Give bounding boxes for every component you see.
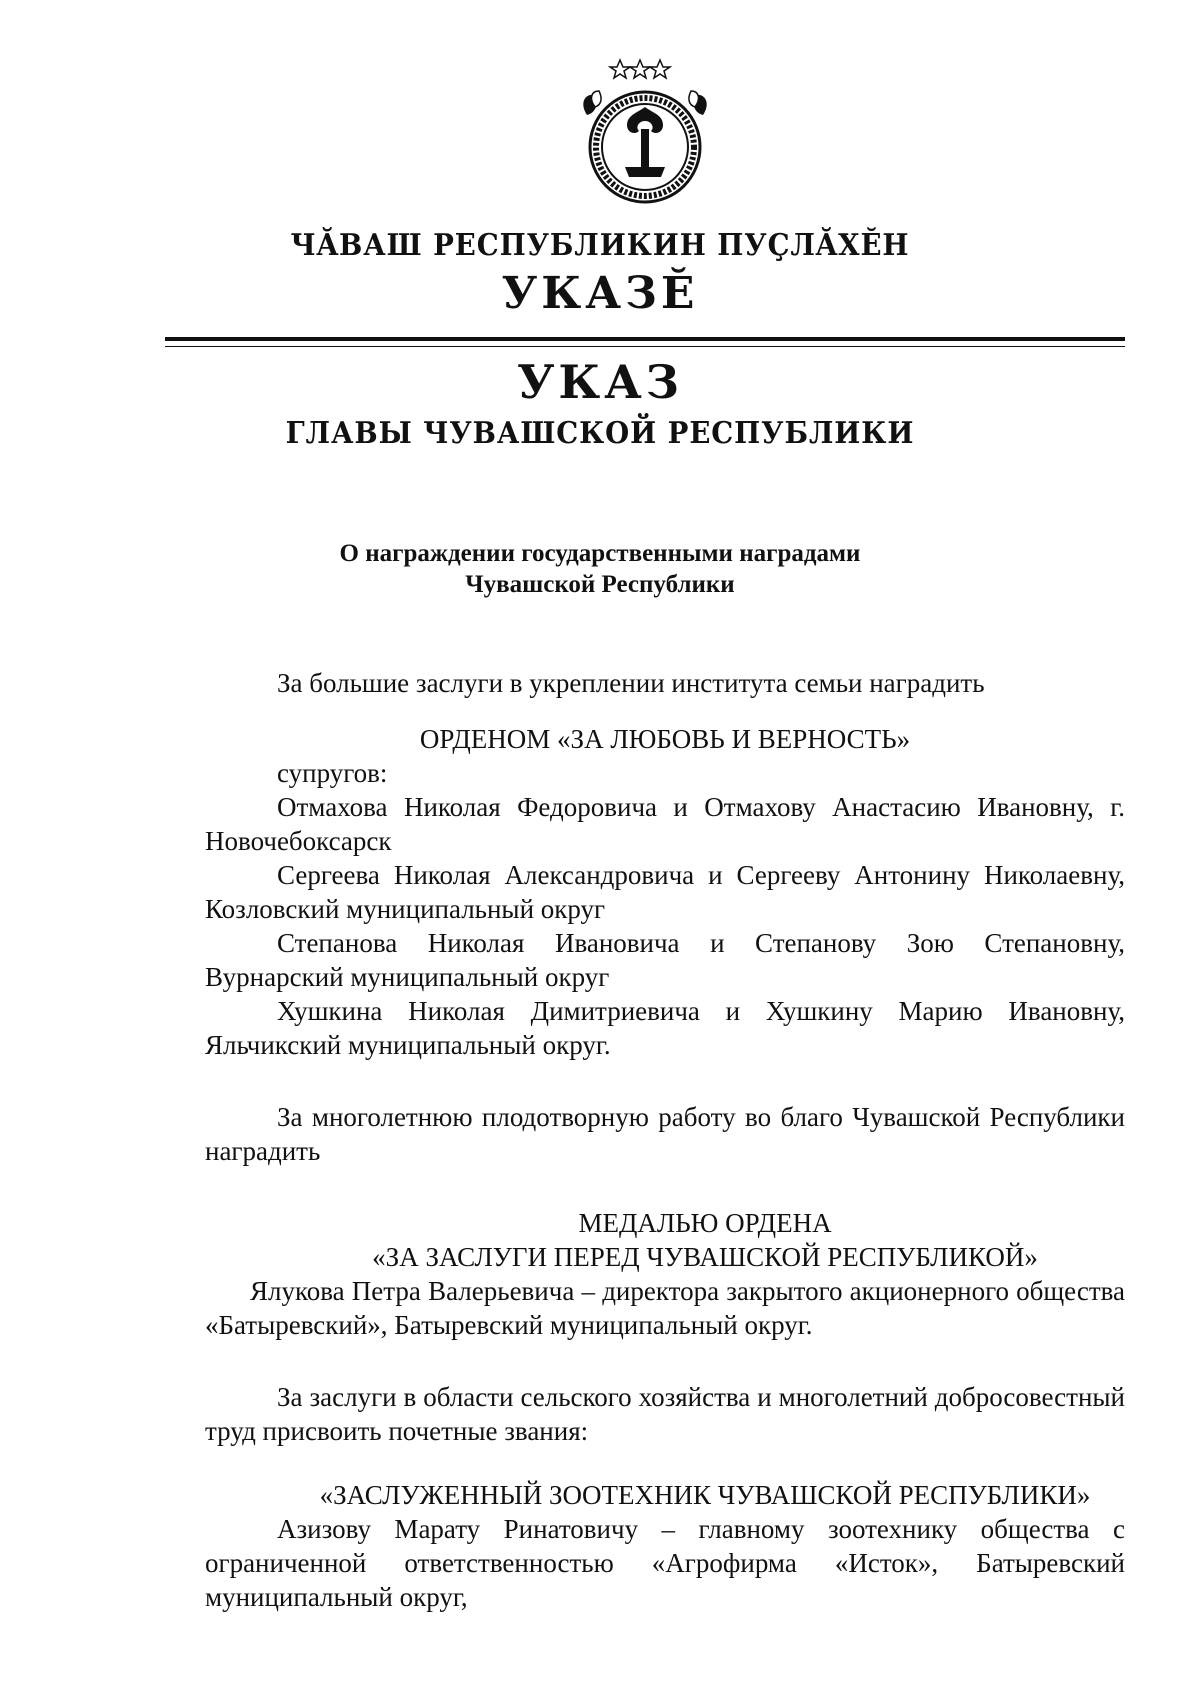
medal-award-line1: МЕДАЛЬЮ ОРДЕНА: [578, 1208, 832, 1238]
family-entry: Сергеева Николая Александровича и Сергееву Антонину Николаевну, Козловский муниципальный округ: [205, 860, 1125, 924]
header-divider: [165, 337, 1125, 341]
family-entry: Хушкина Николая Димитриевича и Хушкину Марию Ивановну, Яльчикский муниципальный округ.: [205, 996, 1125, 1060]
header-divider-thin: [165, 346, 1125, 347]
decree-title: [0, 538, 1200, 600]
medal-award-line2: «ЗА ЗАСЛУГИ ПЕРЕД ЧУВАШСКОЙ РЕСПУБЛИКОЙ»: [372, 1242, 1038, 1272]
decree-body: [205, 666, 1125, 1614]
family-entry: Степанова Николая Ивановича и Степанову Зою Степановну, Вурнарский муниципальный округ: [205, 928, 1125, 992]
family-award: ОРДЕНОМ «ЗА ЛЮБОВЬ И ВЕРНОСТЬ»: [419, 724, 911, 754]
medal-entry: Ялукова Петра Валерьевича – директора закрытого акционерного общества «Батыревский», Батыревский муниципальный округ.: [205, 1276, 1125, 1340]
titles-award: «ЗАСЛУЖЕННЫЙ ЗООТЕХНИК ЧУВАШСКОЙ РЕСПУБЛИКИ»: [319, 1480, 1091, 1510]
chuvash-emblem-icon: [565, 55, 725, 210]
titles-intro: За заслуги в области сельского хозяйства и многолетний добросовестный труд присвоить почетные звания:: [205, 1382, 1125, 1446]
spouses-label: супругов:: [277, 758, 388, 788]
decree-title-line1: О награждении государственными наградами: [339, 540, 861, 567]
medal-intro: За многолетнюю плодотворную работу во благо Чувашской Республики наградить: [205, 1102, 1125, 1166]
header-russian-line2: ГЛАВЫ ЧУВАШСКОЙ РЕСПУБЛИКИ: [285, 416, 915, 451]
decree-title-line2: Чувашской Республики: [465, 571, 735, 598]
family-intro: За большие заслуги в укреплении института семьи наградить: [277, 668, 985, 698]
titles-entry: Азизову Марату Ринатовичу – главному зоотехнику общества с ограниченной ответственностью «Агрофирма «Исток», Батыревский муниципальный округ,: [205, 1514, 1125, 1612]
header-chuvash-line1: ЧĂВАШ РЕСПУБЛИКИН ПУÇЛĂХĔН: [290, 228, 910, 263]
header-russian-line1: УКАЗ: [517, 355, 683, 409]
family-entry: Отмахова Николая Федоровича и Отмахову Анастасию Ивановну, г. Новочебоксарск: [205, 792, 1125, 856]
header-chuvash-line2: УКАЗĔ: [501, 268, 699, 319]
